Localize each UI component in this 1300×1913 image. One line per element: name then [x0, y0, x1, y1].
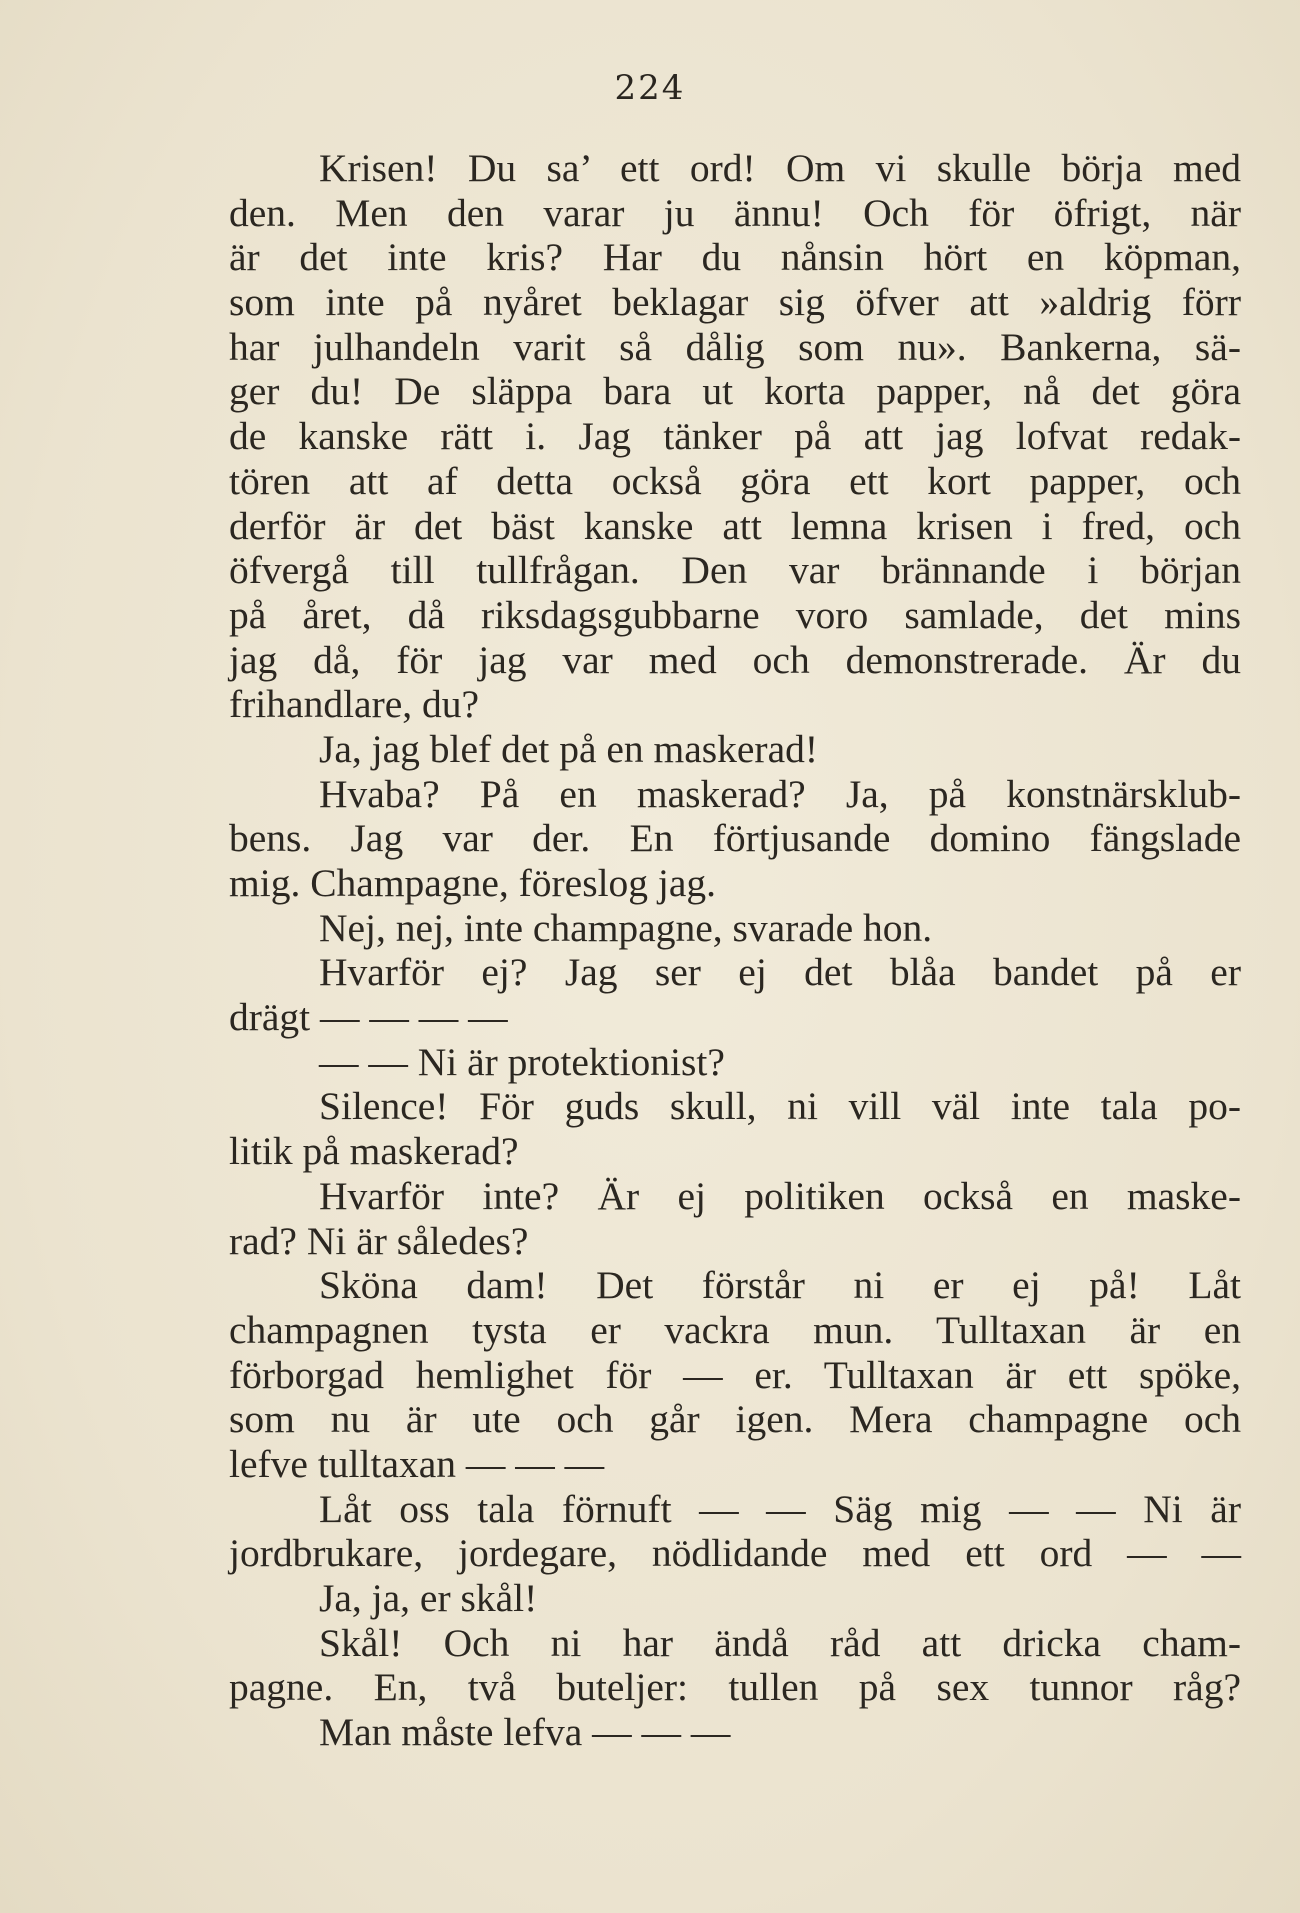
text-line: Silence! För guds skull, ni vill väl inte tala po- [319, 1084, 1241, 1129]
text-line: Ja, ja, er skål! [319, 1576, 538, 1620]
text-line: Ja, jag blef det på en maskerad! [319, 726, 819, 771]
text-line: bens. Jag var der. En förtjusande domino fängslade [229, 816, 1241, 861]
text-line: de kanske rätt i. Jag tänker på att jag lofvat redak- [229, 414, 1241, 459]
text-line: pagne. En, två buteljer: tullen på sex tunnor råg? [229, 1665, 1241, 1710]
text-line: Nej, nej, inte champagne, svarade hon. [319, 905, 933, 950]
text-line: jag då, för jag var med och demonstrerade. Är du [229, 637, 1241, 682]
text-line: Krisen! Du sa’ ett ord! Om vi skulle börja med [319, 146, 1241, 190]
text-line: på året, då riksdagsgubbarne voro samlade, det mins [229, 592, 1241, 637]
text-line: mig. Champagne, föreslog jag. [229, 861, 717, 905]
body-text [229, 146, 1241, 1755]
text-line: frihandlare, du? [229, 682, 480, 727]
text-line: litik på maskerad? [229, 1129, 519, 1174]
text-line: den. Men den varar ju ännu! Och för öfrigt, när [229, 190, 1241, 235]
text-line: drägt — — — — [229, 995, 508, 1040]
text-line: Låt oss tala förnuft — — Säg mig — — Ni är [319, 1486, 1241, 1531]
text-line: derför är det bäst kanske att lemna krisen i fred, och [229, 503, 1241, 548]
text-line: är det inte kris? Har du nånsin hört en köpman, [229, 235, 1241, 280]
text-line: förborgad hemlighet för — er. Tulltaxan är ett spöke, [229, 1352, 1241, 1397]
text-line: ger du! De släppa bara ut korta papper, nå det göra [229, 369, 1241, 414]
page-number: 224 [614, 68, 686, 108]
text-line: Hvarför ej? Jag ser ej det blåa bandet på er [319, 950, 1241, 995]
text-line: champagnen tysta er vackra mun. Tulltaxan är en [229, 1307, 1241, 1352]
text-line: Hvaba? På en maskerad? Ja, på konstnärsklub- [319, 771, 1241, 816]
text-line: Sköna dam! Det förstår ni er ej på! Låt [319, 1263, 1241, 1308]
text-line: öfvergå till tullfrågan. Den var brännande i början [229, 548, 1241, 593]
text-line: Skål! Och ni har ändå råd att dricka cham- [319, 1620, 1241, 1665]
text-line: som inte på nyåret beklagar sig öfver att »aldrig förr [229, 280, 1241, 325]
text-line: — — Ni är protektionist? [319, 1039, 725, 1084]
text-line: tören att af detta också göra ett kort papper, och [229, 458, 1241, 503]
text-line: jordbrukare, jordegare, nödlidande med ett ord — — [229, 1531, 1241, 1576]
text-line: Hvarför inte? Är ej politiken också en maske- [319, 1173, 1241, 1218]
text-line: Man måste lefva — — — [319, 1710, 731, 1755]
text-line: som nu är ute och går igen. Mera champagne och [229, 1397, 1241, 1442]
text-line: har julhandeln varit så dålig som nu». Bankerna, sä- [229, 324, 1241, 369]
text-line: lefve tulltaxan — — — [229, 1441, 605, 1486]
text-line: rad? Ni är således? [229, 1218, 529, 1263]
